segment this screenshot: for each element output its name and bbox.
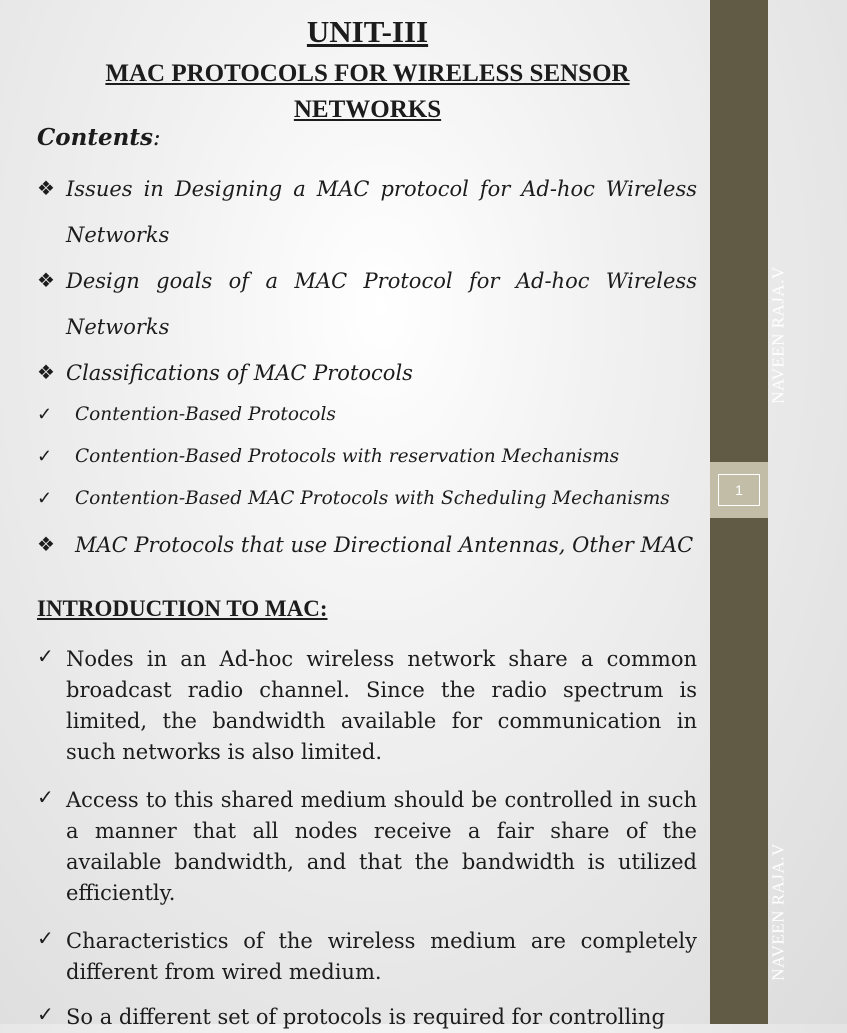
subtitle-line-1: MAC PROTOCOLS FOR WIRELESS SENSOR [105, 60, 630, 87]
checkmark-icon: ✓ [37, 446, 53, 467]
page-number: 1 [718, 474, 760, 506]
author-label-bottom: NAVEEN RAJA.V [768, 843, 788, 981]
slide-content: UNIT-III MAC PROTOCOLS FOR WIRELESS SENSOR NETWORKS Contents: ❖ Issues in Designing a MAC protocol for Ad-hoc Wireless Networks ❖ Design goals of a MAC Protocol for Ad-hoc Wireless Networks ❖ Classifications of MAC Protocols ✓ Contention-Based Protocols ✓ Contention-Based Protocols with reservation Mechanisms ✓ Contention-Based MAC Protocols with Scheduling Mechanisms ❖ MAC Protocols that use Directional Antennas, Other MAC INTRODUCTION TO MAC: ✓ Nodes in an Ad-hoc wireless network share a common broadcast radio channel. Since the radio spectrum is limited, the bandwidth available for communication in such networks is also limited. ✓ Access to this shared medium should be controlled in such a manner that all nodes receive a fair share of the available bandwidth, and that the bandwidth is utilized efficiently. ✓ Characteristics of the wireless medium are completely different from wired medium. ✓ So a different set of protocols is required for controlling [0, 0, 710, 1024]
checkmark-icon: ✓ [37, 404, 53, 425]
subtitle-line-2: NETWORKS [293, 96, 442, 123]
checkmark-icon: ✓ [37, 926, 54, 950]
page-subtitle [0, 56, 735, 128]
contents-label: Contents: [37, 124, 161, 151]
checkmark-icon: ✓ [37, 1002, 54, 1026]
four-diamond-icon: ❖ [37, 532, 55, 556]
page-number-band [710, 462, 768, 518]
four-diamond-icon: ❖ [37, 268, 55, 292]
checkmark-icon: ✓ [37, 644, 54, 668]
author-label-top: NAVEEN RAJA.V [768, 266, 788, 404]
page-title: UNIT-III [306, 14, 429, 49]
four-diamond-icon: ❖ [37, 360, 55, 384]
section-heading: INTRODUCTION TO MAC: [37, 596, 328, 621]
checkmark-icon: ✓ [37, 785, 54, 809]
four-diamond-icon: ❖ [37, 176, 55, 200]
sidebar [710, 0, 788, 1024]
checkmark-icon: ✓ [37, 488, 53, 509]
